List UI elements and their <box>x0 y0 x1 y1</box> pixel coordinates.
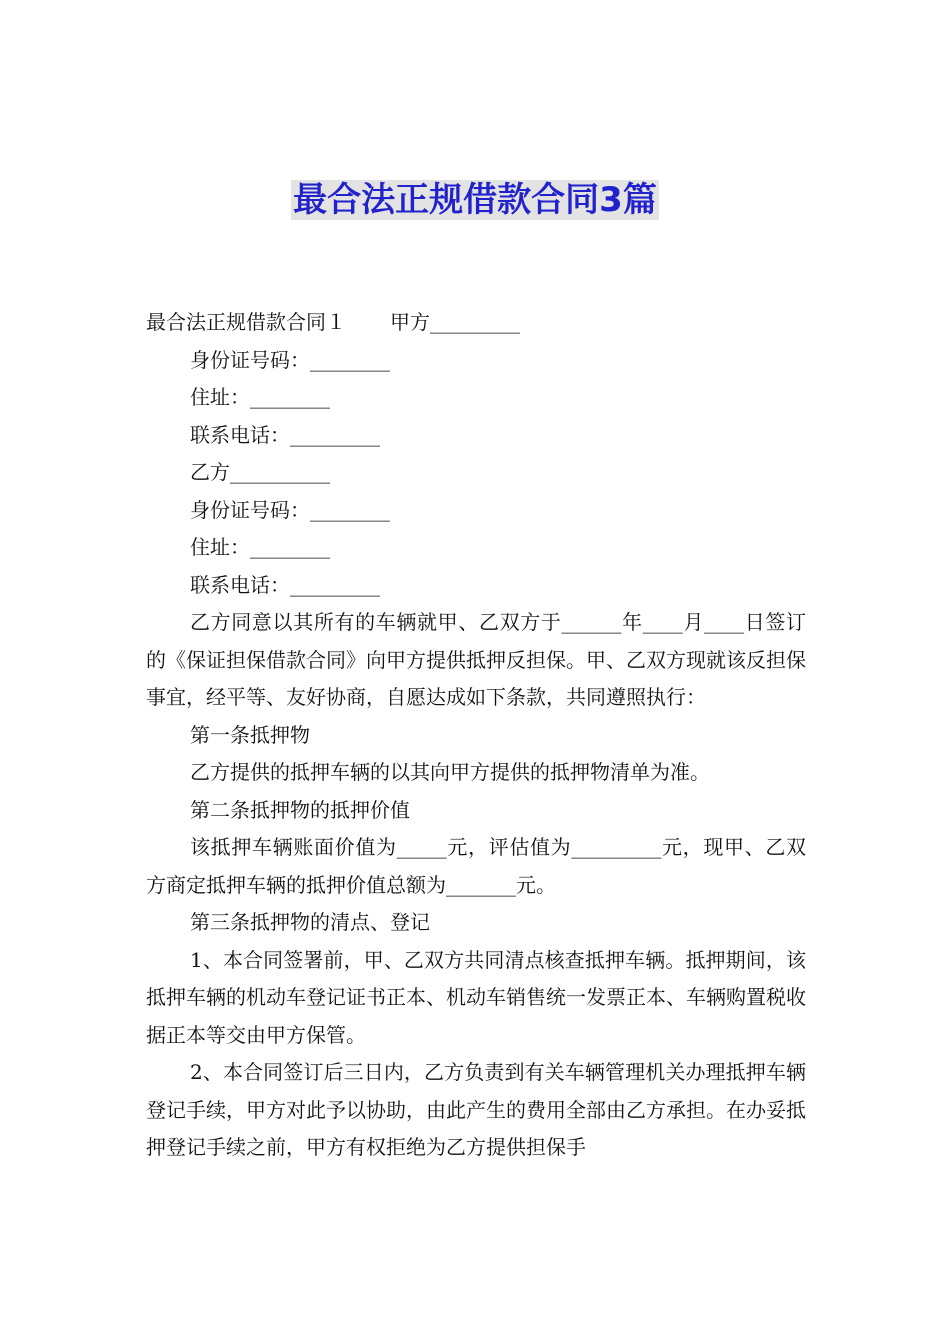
article-2-text: 该抵押车辆账面价值为_____元，评估值为_________元，现甲、乙双方商定抵押车辆的抵押价值总额为_______元。 <box>146 835 806 897</box>
article-3-title: 第三条抵押物的清点、登记 <box>190 910 430 934</box>
party-a-phone: 联系电话：_________ <box>190 422 380 447</box>
article-2-title: 第二条抵押物的抵押价值 <box>190 797 410 822</box>
party-a-address: 住址：________ <box>190 385 330 409</box>
document-title-text: 最合法正规借款合同3篇 <box>293 180 657 220</box>
party-b-label: 乙方__________ <box>190 460 330 484</box>
article-3-item-1: 1、本合同签署前，甲、乙双方共同清点核查抵押车辆。抵押期间，该抵押车辆的机动车登记证书正本、机动车销售统一发票正本、车辆购置税收据正本等交由甲方保管。 <box>146 947 806 1047</box>
intro-paragraph: 乙方同意以其所有的车辆就甲、乙双方于______年____月____日签订的《保证担保借款合同》向甲方提供抵押反担保。甲、乙双方现就该反担保事宜，经平等、友好协商，自愿达成如下条款，共同遵照执行： <box>146 610 806 709</box>
party-b-phone: 联系电话：_________ <box>190 572 380 597</box>
document-title <box>0 176 950 224</box>
party-a-id: 身份证号码：________ <box>190 347 390 372</box>
article-1-title: 第一条抵押物 <box>190 722 310 747</box>
party-b-id: 身份证号码：________ <box>190 497 390 522</box>
document-body <box>146 304 806 1167</box>
party-a-label: 甲方_________ <box>390 310 520 334</box>
contract-heading: 最合法正规借款合同１ <box>146 310 346 334</box>
contract-heading-line <box>146 304 806 342</box>
article-3-item-2: 2、本合同签订后三日内，乙方负责到有关车辆管理机关办理抵押车辆登记手续，甲方对此予以协助，由此产生的费用全部由乙方承担。在办妥抵押登记手续之前，甲方有权拒绝为乙方提供担保手 <box>146 1060 806 1159</box>
party-b-address: 住址：________ <box>190 535 330 559</box>
article-1-text: 乙方提供的抵押车辆的以其向甲方提供的抵押物清单为准。 <box>190 760 710 784</box>
